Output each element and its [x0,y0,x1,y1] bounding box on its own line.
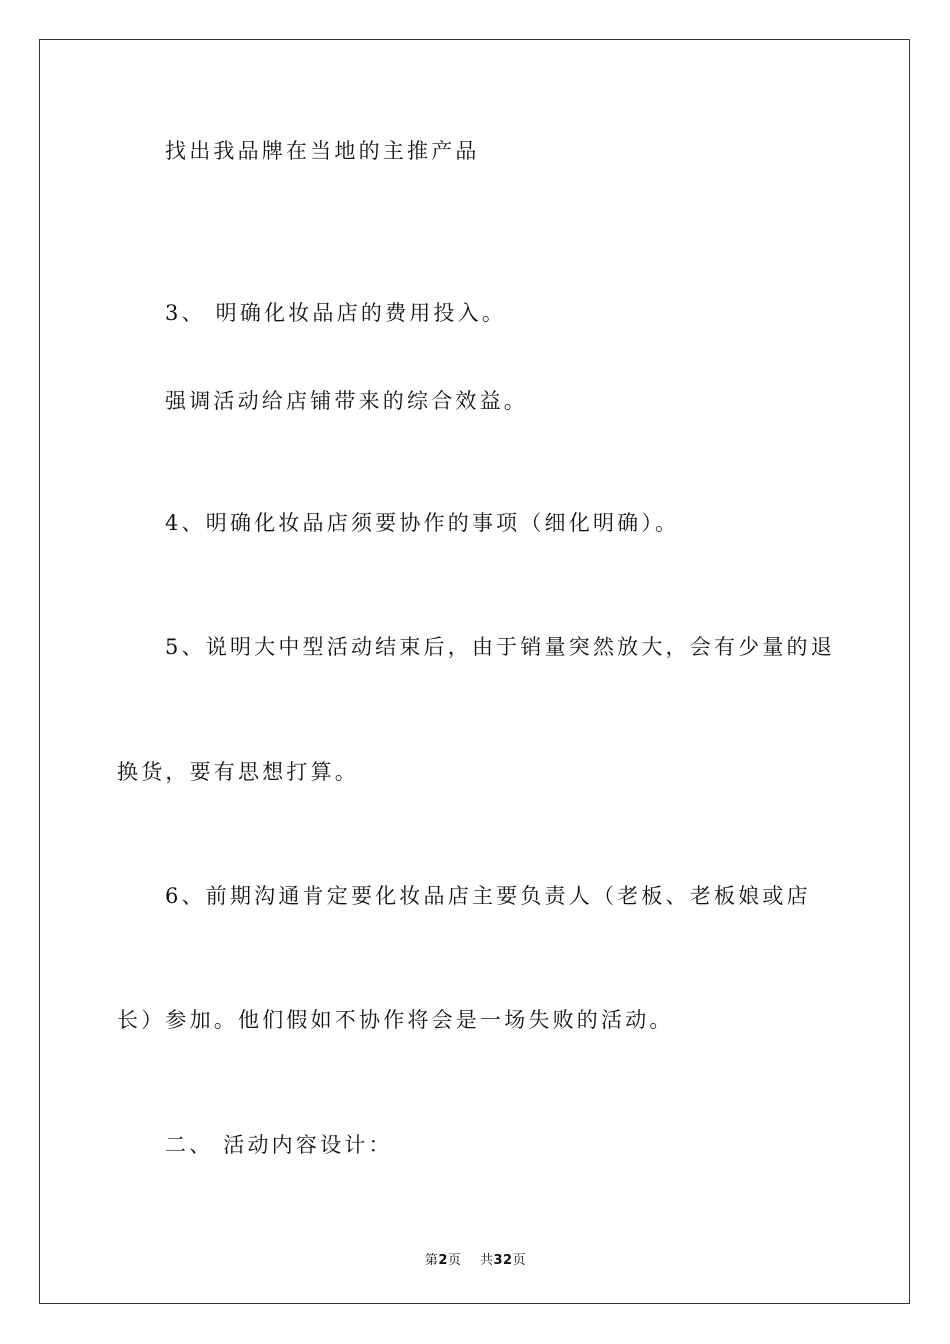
footer-prefix: 第 [424,1253,439,1268]
footer-total-prefix: 共 [479,1253,494,1268]
page-footer [40,1249,911,1268]
paragraph-line-4: 4、明确化妆品店须要协作的事项（细化明确）。 [165,511,680,535]
paragraph-line-5: 5、说明大中型活动结束后，由于销量突然放大，会有少量的退 [165,635,835,659]
paragraph-line-8: 长）参加。他们假如不协作将会是一场失败的活动。 [117,1008,674,1032]
paragraph-line-7: 6、前期沟通肯定要化妆品店主要负责人（老板、老板娘或店 [165,884,811,908]
paragraph-line-6: 换货，要有思想打算。 [117,760,359,784]
footer-total-suffix: 页 [512,1253,527,1268]
footer-total-pages: 32 [493,1253,513,1268]
page-frame [39,39,910,1304]
paragraph-line-3: 强调活动给店铺带来的综合效益。 [165,389,528,413]
footer-page-suffix: 页 [447,1253,462,1268]
section-heading: 二、 活动内容设计： [165,1133,393,1157]
footer-page-number: 2 [438,1253,448,1268]
paragraph-line-2: 3、 明确化妆品店的费用投入。 [165,301,507,325]
paragraph-line-1: 找出我品牌在当地的主推产品 [165,139,480,163]
